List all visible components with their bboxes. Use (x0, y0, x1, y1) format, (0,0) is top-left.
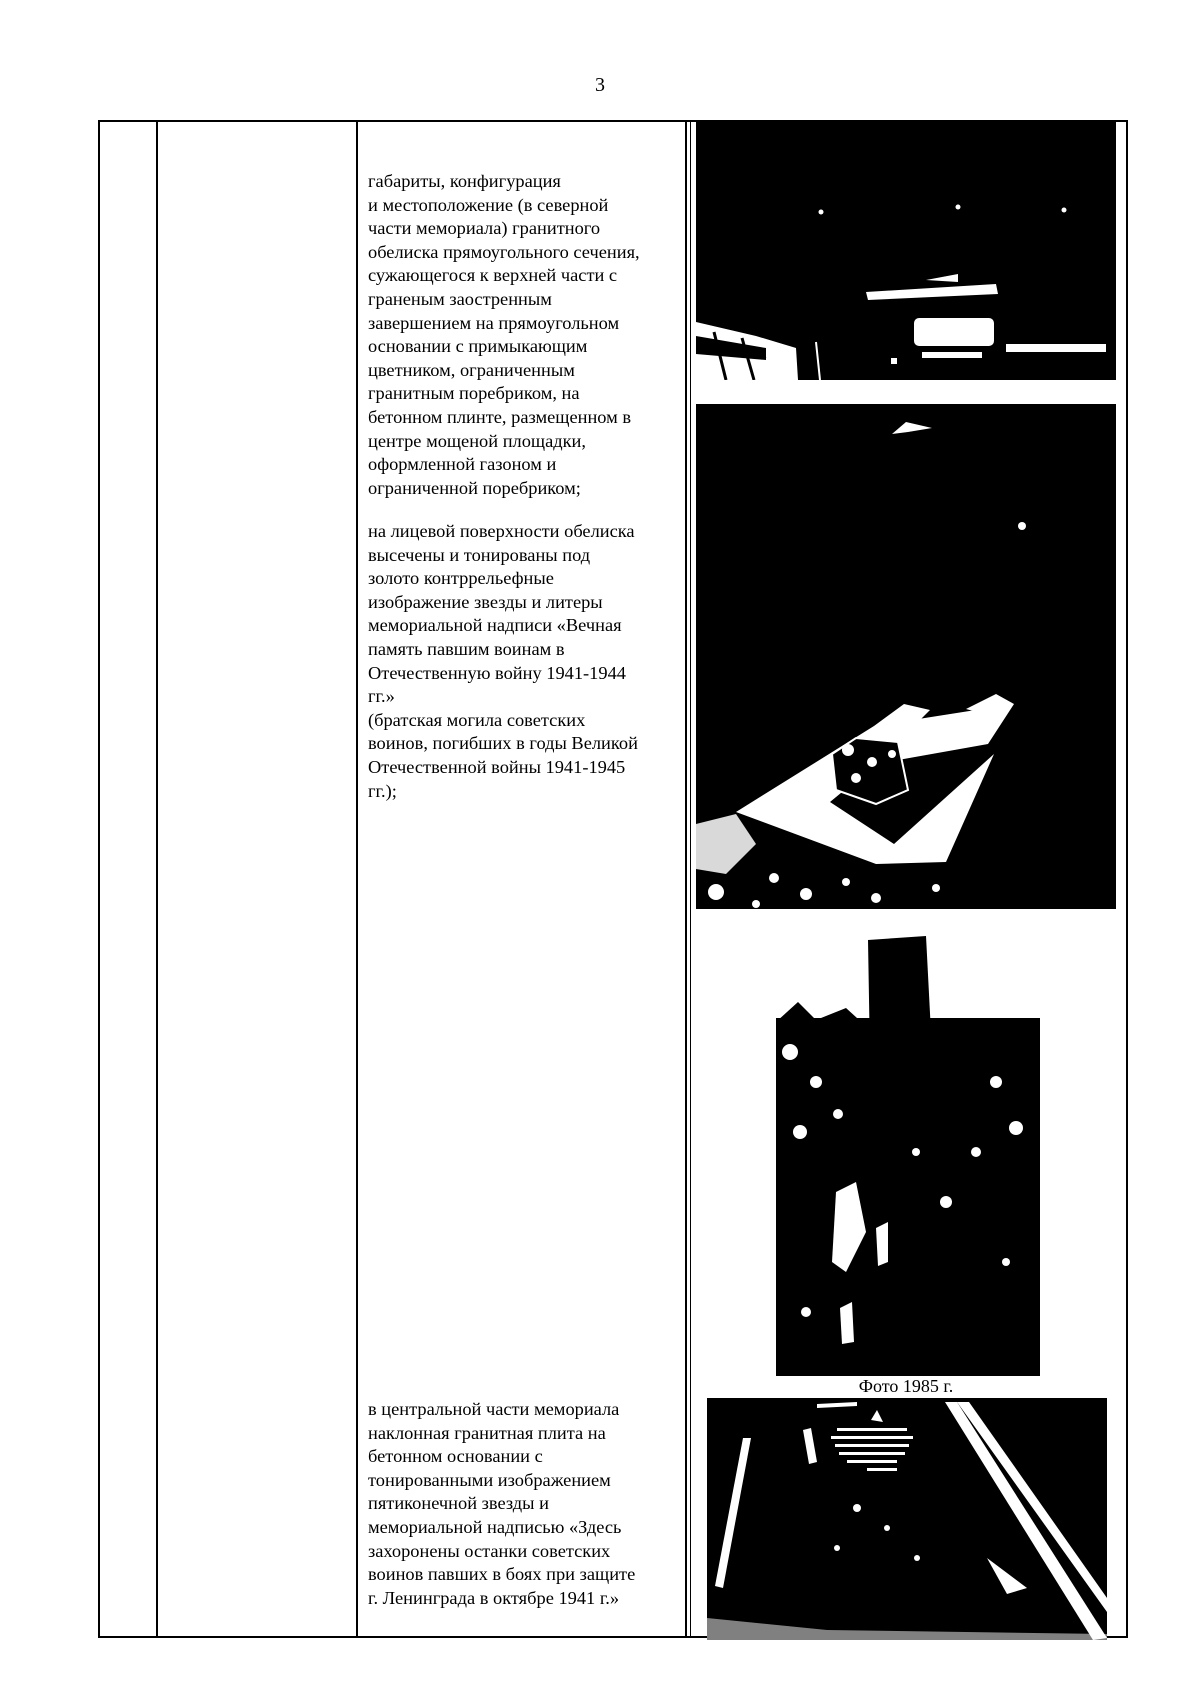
text-line: высечены и тонированы под (368, 544, 591, 565)
photo-obelisk-1985 (776, 932, 1040, 1376)
text-line: гг.); (368, 780, 397, 801)
text-line: сужающегося к верхней части с (368, 265, 618, 286)
photo-caption: Фото 1985 г. (858, 1376, 954, 1396)
text-line: память павшим воинам в (368, 638, 565, 659)
text-line: захоронены останки советских (368, 1540, 611, 1561)
photo-memorial-platform (696, 404, 1116, 909)
text-line: центре мощеной площадки, (368, 430, 586, 451)
text-line: (братская могила советских (368, 709, 586, 730)
text-line: и местоположение (в северной (368, 194, 609, 215)
text-line: завершением на прямоугольном (368, 312, 620, 333)
monument-table (98, 120, 1128, 1638)
text-line: пятиконечной звезды и (368, 1493, 549, 1514)
text-line: основании с примыкающим (368, 336, 588, 357)
page-number: 3 (595, 74, 605, 96)
column-divider (685, 122, 687, 1636)
photo-granite-slab (707, 1398, 1107, 1640)
description-slab (368, 1398, 678, 1610)
text-line: бетонном основании с (368, 1446, 543, 1467)
text-line: мемориальной надписи «Вечная (368, 615, 622, 636)
text-line: наклонная гранитная плита на (368, 1422, 606, 1443)
text-line: части мемориала) гранитного (368, 218, 601, 239)
text-line: гранитным поребриком, на (368, 383, 580, 404)
text-line: обелиска прямоугольного сечения, (368, 241, 640, 262)
text-line: тонированными изображением (368, 1469, 611, 1490)
text-line: бетонном плинте, размещенном в (368, 406, 632, 427)
column-divider (356, 122, 358, 1636)
text-line: габариты, конфигурация (368, 171, 561, 191)
text-line: в центральной части мемориала (368, 1399, 620, 1419)
text-line: золото контррельефные (368, 568, 554, 589)
text-line: воинов, погибших в годы Великой (368, 733, 638, 754)
text-line: на лицевой поверхности обелиска (368, 521, 635, 541)
column-divider (156, 122, 158, 1636)
text-line: ограниченной поребриком; (368, 477, 581, 498)
text-line: изображение звезды и литеры (368, 591, 603, 612)
text-line: Отечественной войны 1941-1945 (368, 756, 626, 777)
text-line: Отечественную войну 1941-1944 (368, 662, 626, 683)
text-line: граненым заостренным (368, 288, 552, 309)
text-line: мемориальной надписью «Здесь (368, 1516, 622, 1537)
photo-memorial-night (696, 122, 1116, 380)
text-line: г. Ленинграда в октябре 1941 г.» (368, 1587, 620, 1608)
text-line: оформленной газоном и (368, 454, 557, 475)
text-line: воинов павших в боях при защите (368, 1564, 636, 1585)
text-line: цветником, ограниченным (368, 359, 575, 380)
column-divider (690, 122, 691, 1636)
description-inscription (368, 520, 678, 803)
description-obelisk (368, 170, 678, 500)
text-line: гг.» (368, 686, 395, 707)
